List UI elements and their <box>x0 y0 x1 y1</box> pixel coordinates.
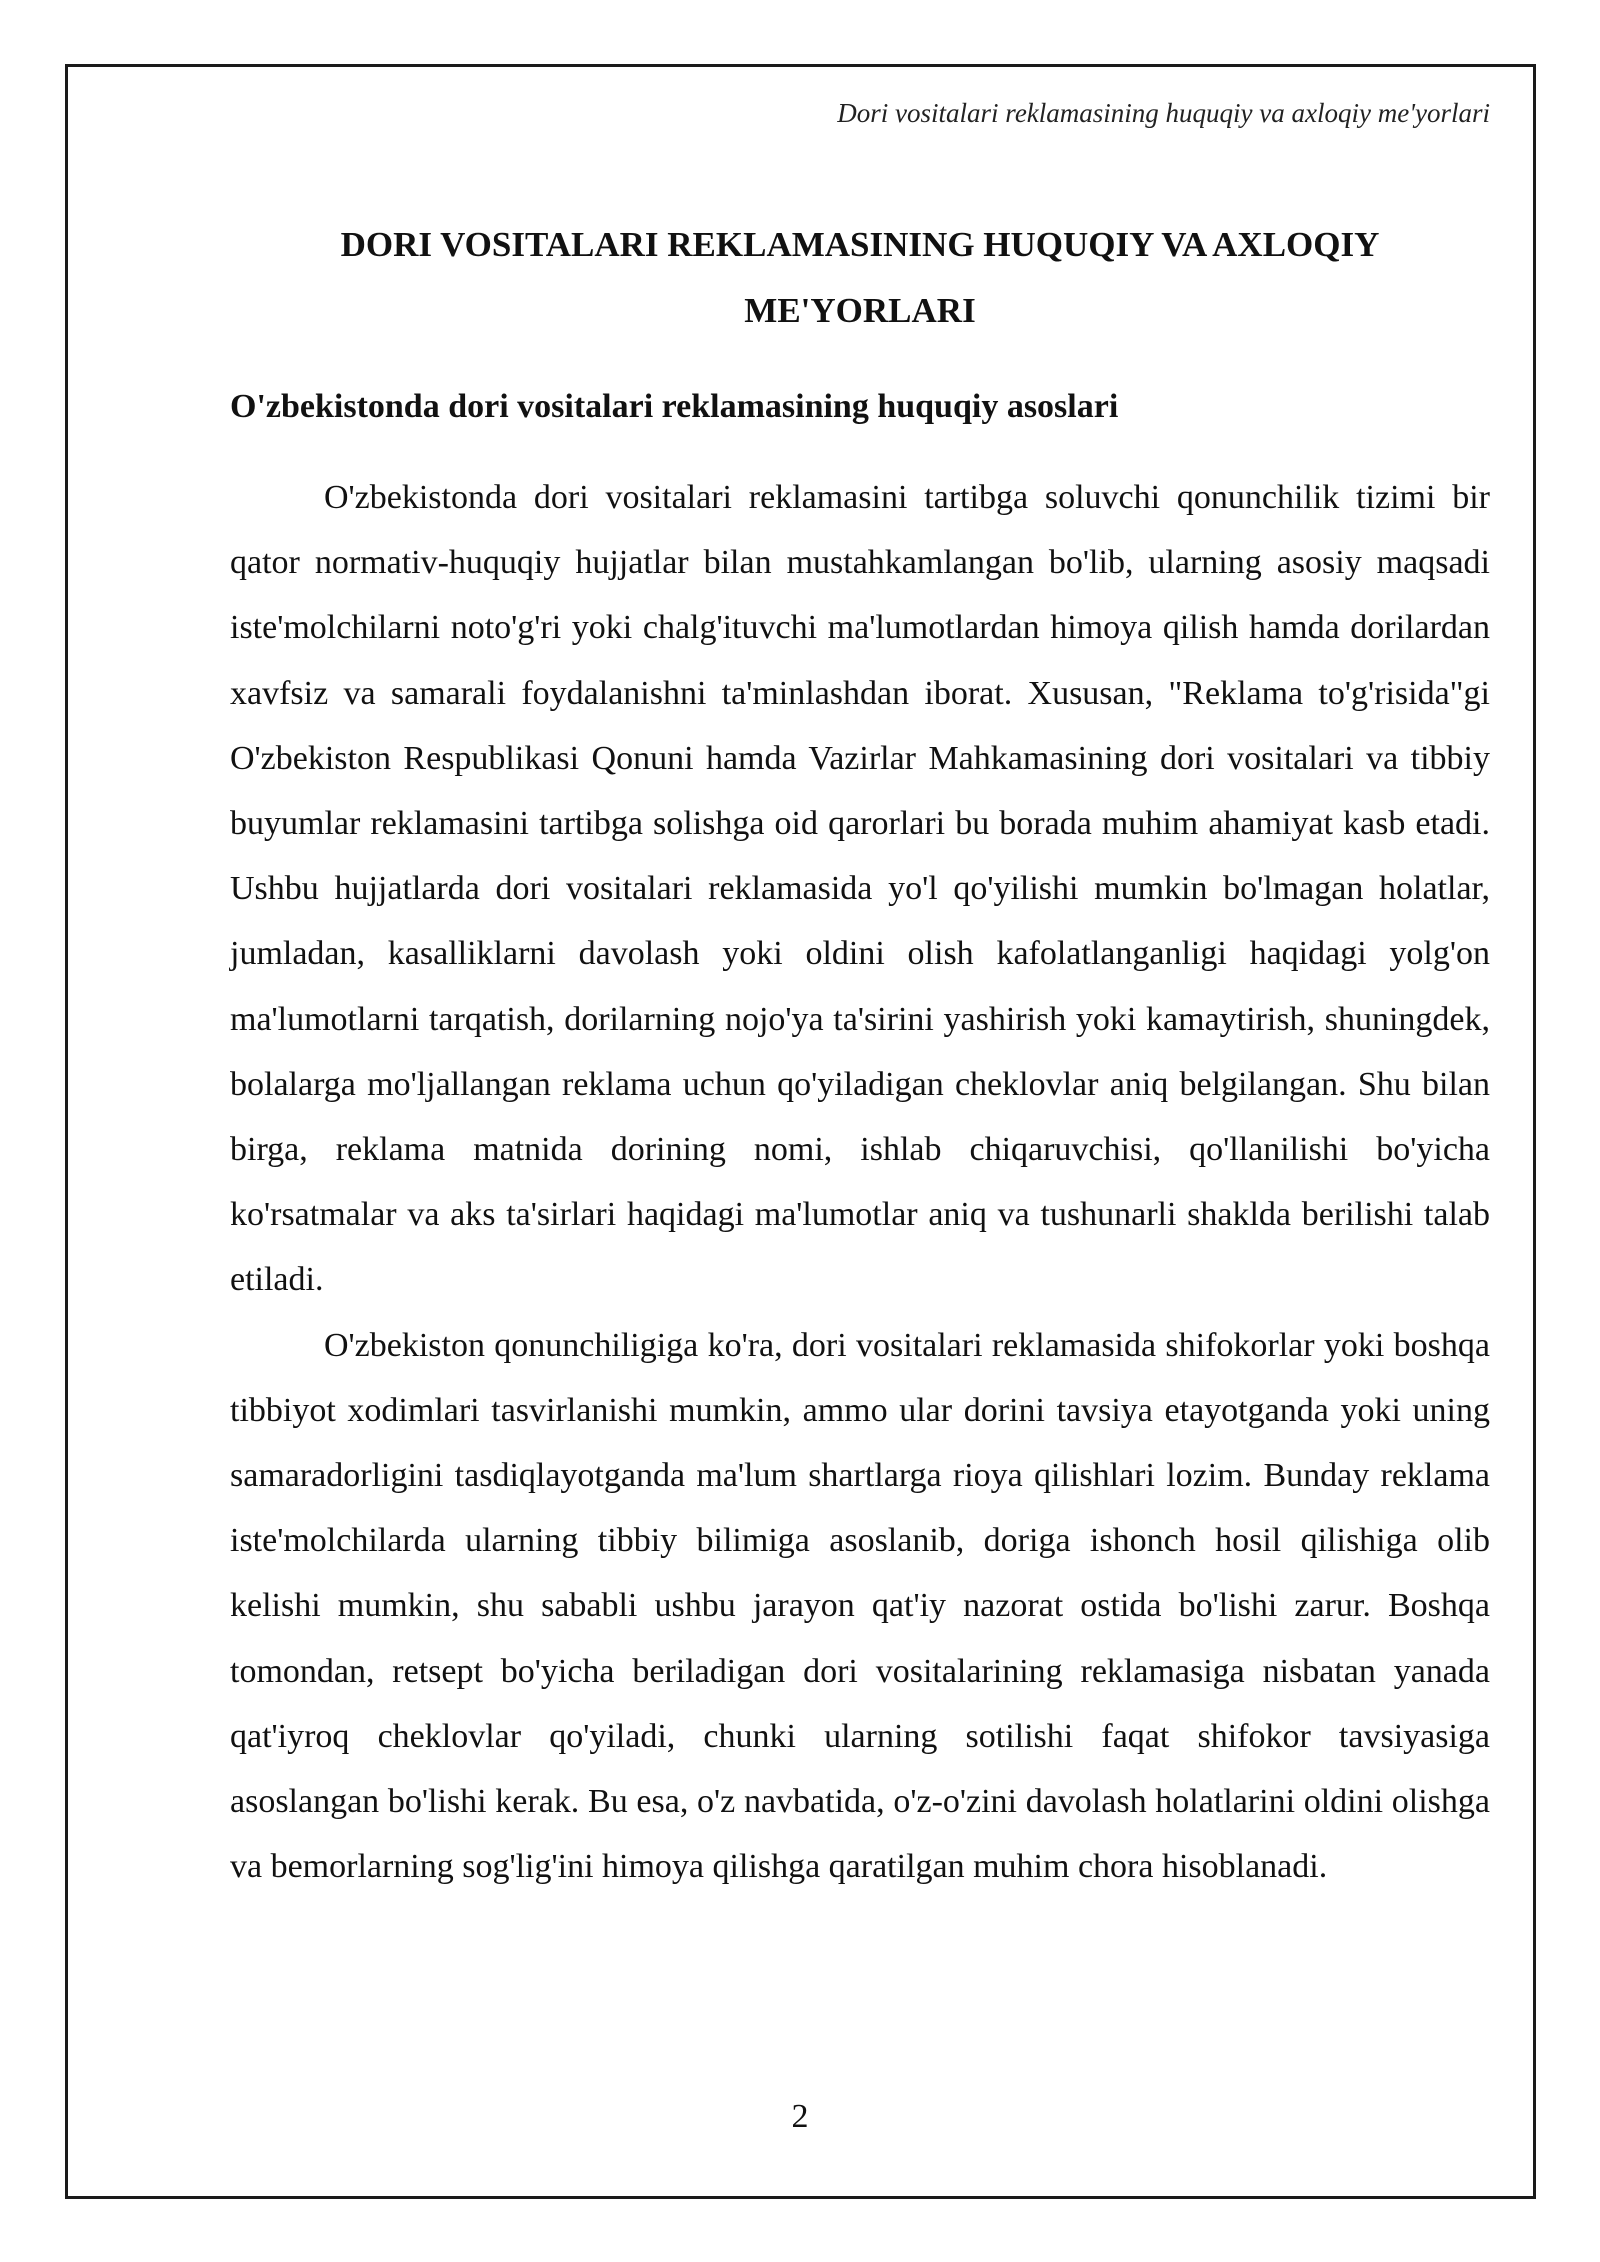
paragraph: O'zbekistonda dori vositalari reklamasini tartibga soluvchi qonunchilik tizimi bir qator normativ-huquqiy hujjatlar bilan mustahkamlangan bo'lib, ularning asosiy maqsadi iste'molchilarni noto'g'ri yoki chalg'ituvchi ma'lumotlardan himoya qilish hamda dorilardan xavfsiz va samarali foydalanishni ta'minlashdan iborat. Xususan, "Reklama to'g'risida"gi O'zbekiston Respublikasi Qonuni hamda Vazirlar Mahkamasining dori vositalari va tibbiy buyumlar reklamasini tartibga solishga oid qarorlari bu borada muhim ahamiyat kasb etadi. Ushbu hujjatlarda dori vositalari reklamasida yo'l qo'yilishi mumkin bo'lmagan holatlar, jumladan, kasalliklarni davolash yoki oldini olish kafolatlanganligi haqidagi yolg'on ma'lumotlarni tarqatish, dorilarning nojo'ya ta'sirini yashirish yoki kamaytirish, shuningdek, bolalarga mo'ljallangan reklama uchun qo'yiladigan cheklovlar aniq belgilangan. Shu bilan birga, reklama matnida dorining nomi, ishlab chiqaruvchisi, qo'llanilishi bo'yicha ko'rsatmalar va aks ta'sirlari haqidagi ma'lumotlar aniq va tushunarli shaklda berilishi talab etiladi. <box>230 479 1490 1299</box>
document-title-line-2: ME'YORLARI <box>744 291 976 330</box>
running-header: Dori vositalari reklamasining huquqiy va axloqiy me'yorlari <box>837 98 1490 128</box>
section-heading: O'zbekistonda dori vositalari reklamasining huquqiy asoslari <box>230 388 1119 425</box>
body-text <box>230 465 1490 1899</box>
paragraph: O'zbekiston qonunchiligiga ko'ra, dori vositalari reklamasida shifokorlar yoki boshqa tibbiyot xodimlari tasvirlanishi mumkin, ammo ular dorini tavsiya etayotganda yoki uning samaradorligini tasdiqlayotganda ma'lum shartlarga rioya qilishlari lozim. Bunday reklama iste'molchilarda ularning tibbiy bilimiga asoslanib, doriga ishonch hosil qilishiga olib kelishi mumkin, shu sababli ushbu jarayon qat'iy nazorat ostida bo'lishi zarur. Boshqa tomondan, retsept bo'yicha beriladigan dori vositalarining reklamasiga nisbatan yanada qat'iyroq cheklovlar qo'yiladi, chunki ularning sotilishi faqat shifokor tavsiyasiga asoslangan bo'lishi kerak. Bu esa, o'z navbatida, o'z-o'zini davolash holatlarini oldini olishga va bemorlarning sog'lig'ini himoya qilishga qaratilgan muhim chora hisoblanadi. <box>230 1326 1490 1886</box>
document-title <box>230 212 1490 344</box>
page-number: 2 <box>791 2098 809 2135</box>
document-title-line-1: DORI VOSITALARI REKLAMASINING HUQUQIY VA AXLOQIY <box>340 225 1380 264</box>
